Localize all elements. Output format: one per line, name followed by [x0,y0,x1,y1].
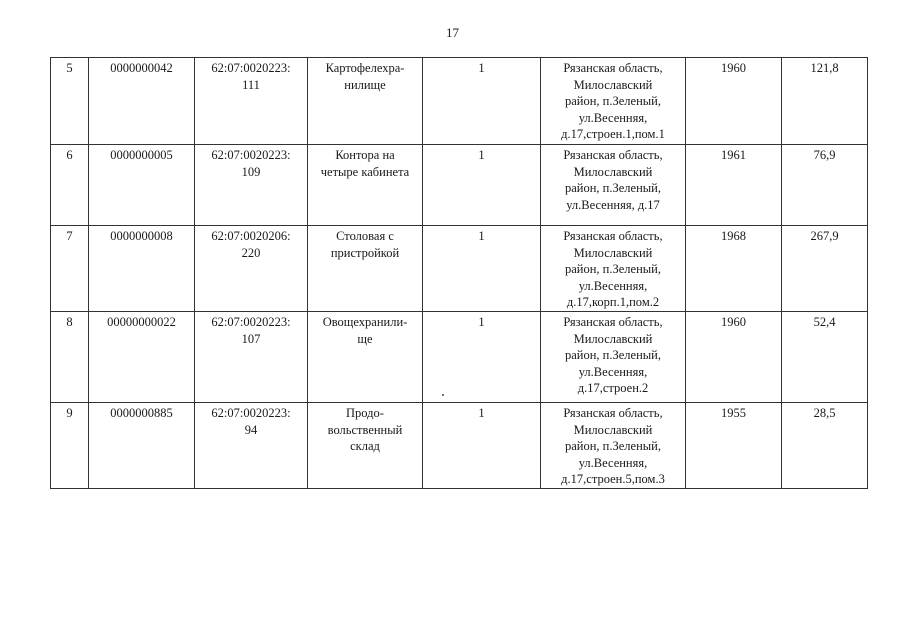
area-cell: 121,8 [782,58,868,145]
table-row [51,226,868,312]
address-cell: Рязанская область, Милославский район, п.Зеленый, ул.Весенняя, д.17,строен.2 [541,312,686,403]
area-cell: 76,9 [782,145,868,226]
quantity-cell: 1 [423,58,541,145]
year-cell: 1961 [686,145,782,226]
property-registry-table [50,57,868,489]
object-name-cell: Картофелехра- нилище [308,58,423,145]
table-row [51,403,868,489]
quantity-cell: 1 [423,145,541,226]
address-cell: Рязанская область, Милославский район, п.Зеленый, ул.Весенняя, д.17 [541,145,686,226]
table-row [51,145,868,226]
year-cell: 1955 [686,403,782,489]
inventory-number-cell: 0000000005 [89,145,195,226]
inventory-number-cell: 0000000885 [89,403,195,489]
area-cell: 267,9 [782,226,868,312]
table-row [51,58,868,145]
cadastral-number-cell: 62:07:0020206: 220 [195,226,308,312]
quantity-cell: 1 [423,226,541,312]
object-name-cell: Контора на четыре кабинета [308,145,423,226]
address-cell: Рязанская область, Милославский район, п.Зеленый, ул.Весенняя, д.17,строен.5,пом.3 [541,403,686,489]
inventory-number-cell: 0000000008 [89,226,195,312]
quantity-cell: 1 [423,312,541,403]
row-number-cell: 8 [51,312,89,403]
area-cell: 52,4 [782,312,868,403]
quantity-cell: 1 [423,403,541,489]
year-cell: 1960 [686,58,782,145]
table-row [51,312,868,403]
row-number-cell: 7 [51,226,89,312]
scan-speck [442,394,444,396]
cadastral-number-cell: 62:07:0020223: 111 [195,58,308,145]
page-number: 17 [446,25,459,40]
cadastral-number-cell: 62:07:0020223: 94 [195,403,308,489]
row-number-cell: 9 [51,403,89,489]
row-number-cell: 5 [51,58,89,145]
object-name-cell: Продо- вольственный склад [308,403,423,489]
object-name-cell: Столовая с пристройкой [308,226,423,312]
inventory-number-cell: 00000000022 [89,312,195,403]
address-cell: Рязанская область, Милославский район, п.Зеленый, ул.Весенняя, д.17,корп.1,пом.2 [541,226,686,312]
object-name-cell: Овощехранили- ще [308,312,423,403]
row-number-cell: 6 [51,145,89,226]
area-cell: 28,5 [782,403,868,489]
year-cell: 1968 [686,226,782,312]
cadastral-number-cell: 62:07:0020223: 107 [195,312,308,403]
cadastral-number-cell: 62:07:0020223: 109 [195,145,308,226]
year-cell: 1960 [686,312,782,403]
inventory-number-cell: 0000000042 [89,58,195,145]
address-cell: Рязанская область, Милославский район, п.Зеленый, ул.Весенняя, д.17,строен.1,пом.1 [541,58,686,145]
